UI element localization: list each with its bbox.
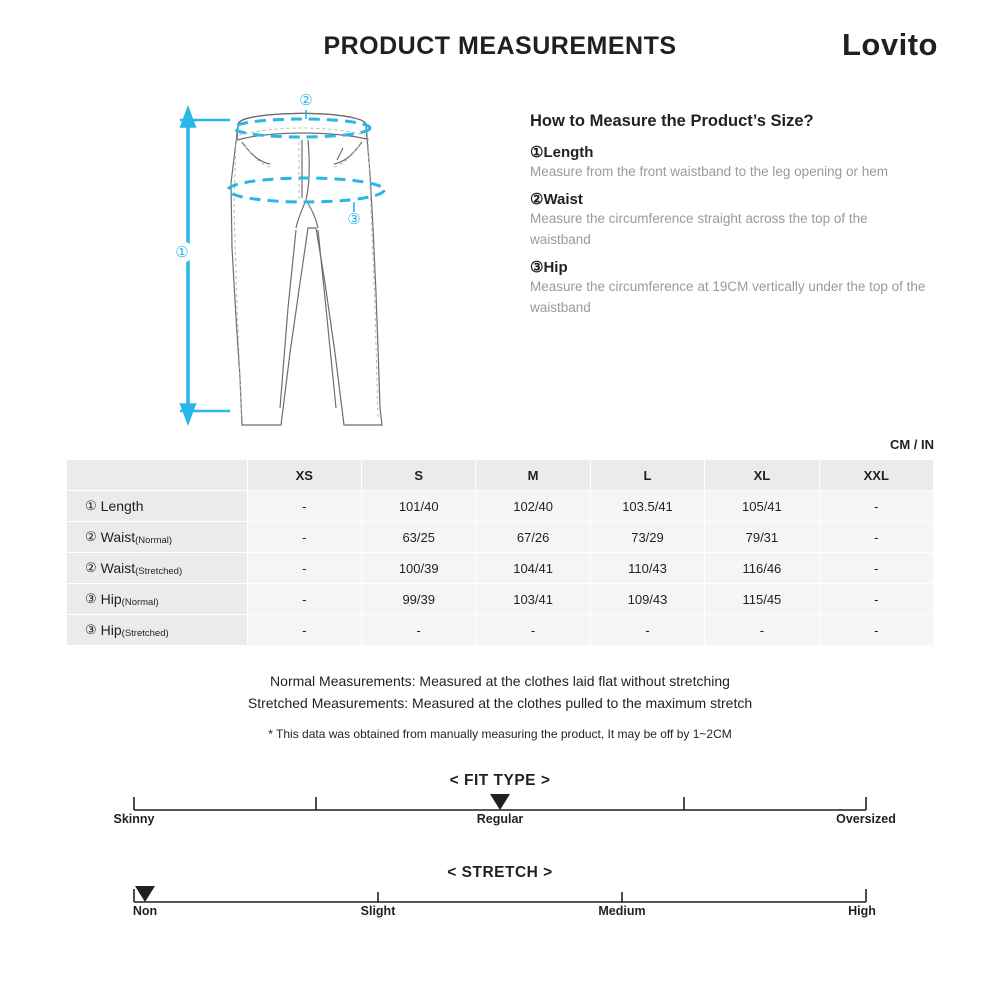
cell-length-m: 102/40 <box>476 491 590 522</box>
fit-type-scale <box>0 772 1000 830</box>
how-to-measure-section <box>530 112 930 326</box>
table-corner-cell <box>67 460 248 491</box>
table-col-xl: XL <box>705 460 819 491</box>
measure-item-length <box>530 143 930 183</box>
cell-waistn-s: 63/25 <box>362 522 476 553</box>
measure-item-waist-label: ②Waist <box>530 190 583 208</box>
diagram-marker-hip: ③ <box>347 211 361 228</box>
row-header-waist-normal <box>67 522 248 553</box>
stretch-title: < STRETCH > <box>447 864 553 881</box>
table-col-m: M <box>476 460 590 491</box>
table-col-xxl: XXL <box>819 460 933 491</box>
cell-length-s: 101/40 <box>362 491 476 522</box>
fit-type-title: < FIT TYPE > <box>449 772 551 789</box>
row-header-hip-normal <box>67 584 248 615</box>
row-label: Length <box>100 497 144 514</box>
cell-hips-xl: - <box>705 615 819 646</box>
row-label: Hip <box>100 590 122 607</box>
cell-waists-xxl: - <box>819 553 933 584</box>
row-label: Waist <box>100 559 136 576</box>
stretch-label-slight: Slight <box>360 904 396 918</box>
diagram-marker-length: ① <box>175 244 189 261</box>
table-row <box>67 553 934 584</box>
stretch-axis <box>132 882 868 904</box>
diagram-marker-waist: ② <box>299 92 313 109</box>
stretch-label-non: Non <box>132 904 158 918</box>
cell-hips-l: - <box>590 615 704 646</box>
fit-type-label-skinny: Skinny <box>113 812 155 826</box>
row-header-length <box>67 491 248 522</box>
cell-hips-m: - <box>476 615 590 646</box>
row-marker-icon: ② <box>85 528 97 544</box>
table-col-s: S <box>362 460 476 491</box>
cell-waistn-l: 73/29 <box>590 522 704 553</box>
pants-measurement-diagram <box>130 78 510 438</box>
measure-item-waist-desc: Measure the circumference straight across the top of the waistband <box>530 210 868 247</box>
cell-waists-l: 110/43 <box>590 553 704 584</box>
measure-item-length-label: ①Length <box>530 144 594 161</box>
fit-type-marker <box>490 794 510 810</box>
note-disclaimer: * This data was obtained from manually measuring the product, It may be off by 1~2CM <box>268 726 732 741</box>
cell-waists-s: 100/39 <box>362 553 476 584</box>
cell-length-xxl: - <box>819 491 933 522</box>
row-marker-icon: ③ <box>85 621 97 637</box>
row-header-hip-stretched <box>67 615 248 646</box>
stretch-marker <box>135 886 155 902</box>
fit-type-label-regular: Regular <box>476 812 524 826</box>
cell-hipn-xs: - <box>247 584 361 615</box>
row-label: Hip <box>100 621 122 638</box>
measurement-notes <box>0 670 1000 741</box>
table-col-l: L <box>590 460 704 491</box>
cell-waistn-xl: 79/31 <box>705 522 819 553</box>
cell-waists-xl: 116/46 <box>705 553 819 584</box>
cell-hipn-xl: 115/45 <box>705 584 819 615</box>
cell-waistn-m: 67/26 <box>476 522 590 553</box>
note-stretched: Stretched Measurements: Measured at the clothes pulled to the maximum stretch <box>247 695 753 712</box>
row-label: Waist <box>100 528 136 545</box>
cell-hipn-m: 103/41 <box>476 584 590 615</box>
row-qualifier: (Stretched) <box>135 565 183 577</box>
table-header-row <box>67 460 934 491</box>
measure-item-hip-label: ③Hip <box>530 258 568 276</box>
pants-illustration <box>130 78 510 438</box>
measure-item-hip-desc: Measure the circumference at 19CM vertically under the top of the waistband <box>530 278 926 315</box>
cell-hips-s: - <box>362 615 476 646</box>
table-col-xs: XS <box>247 460 361 491</box>
page-title: PRODUCT MEASUREMENTS <box>323 32 677 60</box>
table-row <box>67 584 934 615</box>
stretch-scale <box>0 864 1000 922</box>
cell-waistn-xs: - <box>247 522 361 553</box>
cell-waists-m: 104/41 <box>476 553 590 584</box>
row-qualifier: (Normal) <box>121 596 159 608</box>
cell-length-l: 103.5/41 <box>590 491 704 522</box>
cell-length-xl: 105/41 <box>705 491 819 522</box>
cell-hips-xxl: - <box>819 615 933 646</box>
cell-waistn-xxl: - <box>819 522 933 553</box>
measure-item-length-desc: Measure from the front waistband to the leg opening or hem <box>530 164 888 179</box>
unit-label: CM / IN <box>889 437 934 452</box>
note-normal: Normal Measurements: Measured at the clothes laid flat without stretching <box>270 673 730 689</box>
row-marker-icon: ② <box>85 559 97 575</box>
fit-type-label-oversized: Oversized <box>836 812 896 826</box>
row-marker-icon: ③ <box>85 590 97 606</box>
brand-logo: Lovito <box>842 27 938 62</box>
stretch-label-high: High <box>848 904 876 918</box>
measure-item-waist <box>530 190 930 251</box>
cell-hips-xs: - <box>247 615 361 646</box>
row-marker-icon: ① <box>85 497 97 513</box>
how-to-measure-heading: How to Measure the Product’s Size? <box>530 112 814 130</box>
row-qualifier: (Normal) <box>135 534 173 546</box>
row-header-waist-stretched <box>67 553 248 584</box>
stretch-labels <box>132 904 876 922</box>
size-chart-table <box>66 459 934 646</box>
cell-waists-xs: - <box>247 553 361 584</box>
cell-hipn-xxl: - <box>819 584 933 615</box>
cell-length-xs: - <box>247 491 361 522</box>
measure-item-hip <box>530 258 930 319</box>
stretch-label-medium: Medium <box>598 904 646 918</box>
table-row <box>67 491 934 522</box>
row-qualifier: (Stretched) <box>121 627 169 639</box>
fit-type-labels <box>113 812 896 830</box>
cell-hipn-l: 109/43 <box>590 584 704 615</box>
fit-type-axis <box>132 790 868 812</box>
cell-hipn-s: 99/39 <box>362 584 476 615</box>
table-row <box>67 522 934 553</box>
table-row <box>67 615 934 646</box>
